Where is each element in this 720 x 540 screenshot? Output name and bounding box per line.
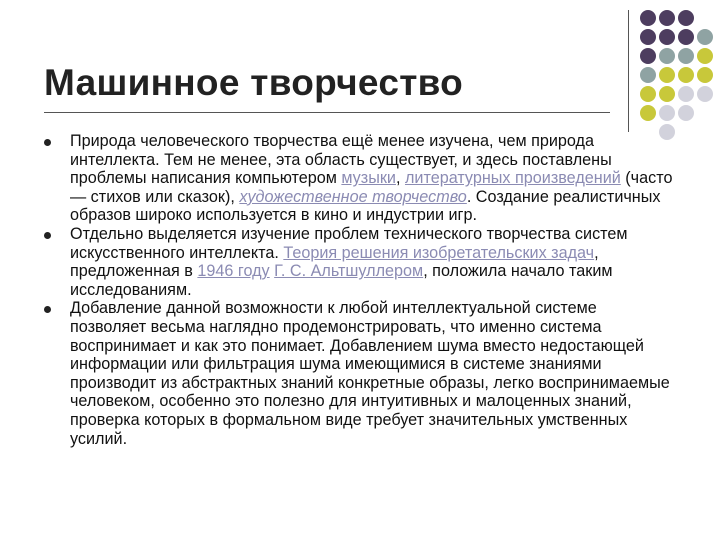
hyperlink[interactable]: Г. С. Альтшуллером [274,262,424,281]
bullet-text: , [395,169,405,188]
slide-title: Машинное творчество [44,62,464,103]
bullet-dot-icon [44,139,51,146]
decor-dot-purple [678,10,694,26]
bullet-list [44,132,674,448]
bullet-text: Отдельно выделяется изучение проблем технического творчества систем искусственного интеллекта. [70,224,628,262]
bullet-item [44,299,674,448]
decor-dot-empty [678,124,694,140]
hyperlink[interactable]: 1946 году [197,262,270,281]
decor-dot-teal [659,48,675,64]
bullet-item [44,225,674,299]
decor-dot-teal [678,48,694,64]
decor-dot-gray [678,105,694,121]
bullet-text: , положила начало таким исследованиям. [70,262,613,299]
title-underline [44,112,610,113]
decor-dot-teal [697,29,713,45]
decor-dot-olive [697,67,713,83]
decor-dot-teal [640,67,656,83]
bullet-dot-icon [44,306,51,313]
decor-dot-empty [697,105,713,121]
decor-dot-empty [697,124,713,140]
decor-dot-purple [640,29,656,45]
bullet-text: (часто — стихов или сказок), [70,169,673,206]
vertical-divider [628,10,629,132]
decor-dot-gray [697,86,713,102]
bullet-text: Добавление данной возможности к любой интеллектуальной системе позволяет весьма наглядно продемонстрировать, что именно система воспринимает и как это понимает. Добавлением шума вместо недостающей информации или фильтрация шума имеющимися в системе знаниями производит из абстрактных знаний конкретные образы, легко воспринимаемые человеком, особенно это полезно для интуитивных и малоценных знаний, проверка которых в формальном виде требует значительных умственных усилий. [70,299,670,448]
bullet-text: . Создание реалистичных образов широко используется в кино и индустрии игр. [70,187,661,225]
bullet-text: , предложенная в [70,243,599,281]
decor-dot-purple [659,29,675,45]
decor-dot-gray [678,86,694,102]
decor-dot-olive [659,86,675,102]
hyperlink[interactable]: музыки [341,169,396,188]
decor-dot-olive [697,48,713,64]
decor-dot-purple [640,48,656,64]
decorative-dot-grid [640,10,713,140]
bullet-item [44,132,674,225]
hyperlink[interactable]: литературных произведений [404,169,621,188]
decor-dot-gray [659,105,675,121]
decor-dot-empty [697,10,713,26]
hyperlink[interactable]: Теория решения изобретательских задач [283,243,595,262]
decor-dot-purple [678,29,694,45]
decor-dot-olive [640,86,656,102]
decor-dot-olive [659,67,675,83]
bullet-text: Природа человеческого творчества ещё менее изучена, чем природа интеллекта. Тем не менее, эта область существует, и здесь поставлены проблемы написания компьютером [70,132,612,188]
hyperlink[interactable]: художественное творчество [239,187,467,206]
decor-dot-olive [640,105,656,121]
bullet-dot-icon [44,232,51,239]
decor-dot-olive [678,67,694,83]
decor-dot-purple [659,10,675,26]
decor-dot-purple [640,10,656,26]
